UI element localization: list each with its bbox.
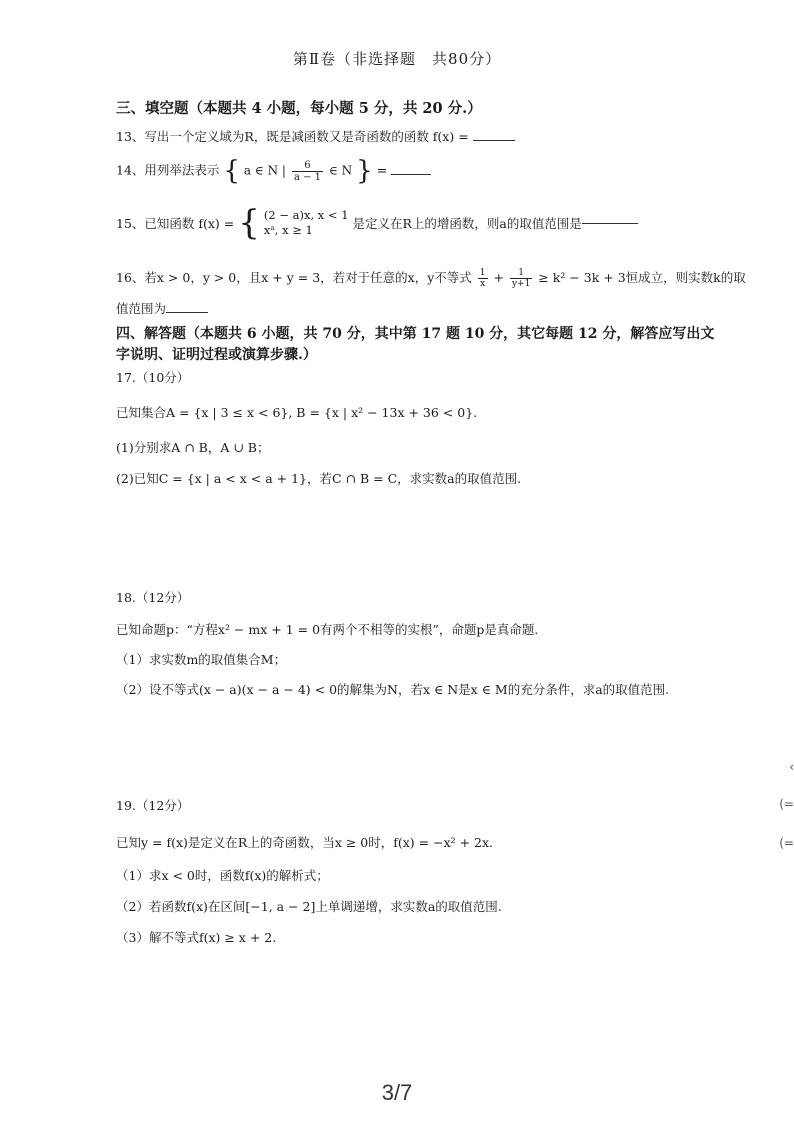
- q19-part2: （2）若函数f(x)在区间[−1, a − 2]上单调递增，求实数a的取值范围.: [116, 899, 502, 914]
- q16-line2: 值范围为: [116, 301, 167, 316]
- q16-frac2-num: 1: [510, 268, 532, 279]
- q14-frac-num: 6: [292, 160, 323, 172]
- q15-case2: xᵃ, x ≥ 1: [263, 223, 313, 237]
- q14-frac-den: a − 1: [293, 171, 321, 183]
- q14-set-left: a ∈ N |: [243, 163, 286, 178]
- q16-plus: +: [493, 270, 504, 285]
- q14-prefix: 14、用列举法表示: [116, 162, 220, 178]
- q18-stem: 已知命题p：“方程x² − mx + 1 = 0有两个不相等的实根”，命题p是真命题.: [116, 622, 539, 637]
- section3-heading: 三、填空题（本题共 4 小题，每小题 5 分，共 20 分.）: [116, 100, 482, 117]
- q15-case1: (2 − a)x, x < 1: [263, 208, 349, 222]
- q17-stem: 已知集合A = {x | 3 ≤ x < 6}, B = {x | x² − 13x + 36 < 0}.: [116, 405, 478, 420]
- q18-part1: （1）求实数m的取值集合M；: [116, 652, 287, 667]
- q19-part1: （1）求x < 0时，函数f(x)的解析式；: [116, 868, 329, 883]
- q15-suffix: 是定义在R上的增函数，则a的取值范围是: [352, 216, 582, 231]
- q14-set-right: ∈ N: [328, 163, 353, 178]
- q16-fraction-2: [510, 268, 532, 289]
- q16-prefix: 16、若x > 0，y > 0，且x + y = 3，若对于任意的x，y不等式: [116, 270, 472, 285]
- q15-prefix: 15、已知函数 f(x) =: [116, 216, 235, 231]
- section4-heading-line2: 字说明、证明过程或演算步骤.）: [116, 347, 317, 363]
- left-brace: {: [223, 156, 240, 186]
- q19-stem: 已知y = f(x)是定义在R上的奇函数，当x ≥ 0时，f(x) = −x² + 2x.: [116, 835, 494, 850]
- q19-part3: （3）解不等式f(x) ≥ x + 2.: [116, 930, 277, 945]
- q15-blank: [582, 223, 638, 224]
- q16-fraction-1: [478, 268, 488, 289]
- section-title: 第Ⅱ卷（非选择题 共80分）: [292, 50, 502, 68]
- question-16-line1: [116, 268, 746, 289]
- q19-head: 19.（12分）: [116, 798, 190, 813]
- question-14: [116, 158, 431, 184]
- edge-mark-2: (=: [779, 797, 794, 811]
- section4-heading-line1: 四、解答题（本题共 6 小题，共 70 分，其中第 17 题 10 分，其它每题 12 分，解答应写出文: [116, 326, 715, 342]
- q16-frac1-den: x: [480, 279, 486, 289]
- q18-head: 18.（12分）: [116, 590, 190, 605]
- q14-suffix: =: [376, 162, 392, 178]
- q16-blank: [166, 312, 208, 313]
- edge-mark-3: (=: [779, 836, 794, 850]
- q13-text: 13、写出一个定义域为R，既是减函数又是奇函数的函数 f(x) =: [116, 129, 473, 144]
- q16-frac1-num: 1: [479, 268, 486, 278]
- q18-part2: （2）设不等式(x − a)(x − a − 4) < 0的解集为N，若x ∈ N是x ∈ M的充分条件，求a的取值范围.: [116, 682, 670, 697]
- edge-mark-1: ‹: [789, 760, 794, 774]
- q13-blank: [473, 140, 515, 141]
- q14-fraction: [292, 160, 323, 183]
- piecewise-cases: [264, 208, 349, 238]
- piecewise-brace: {: [238, 203, 260, 243]
- q17-part2: (2)已知C = {x | a < x < a + 1}，若C ∩ B = C，求实数a的取值范围.: [116, 471, 522, 486]
- page-number: 3/7: [381, 1080, 413, 1105]
- question-13: [116, 127, 515, 145]
- right-brace: }: [356, 156, 373, 186]
- q17-head: 17.（10分）: [116, 370, 190, 385]
- q16-frac2-den: y+1: [511, 279, 531, 289]
- question-15: [116, 203, 638, 243]
- q16-suffix: ≥ k² − 3k + 3恒成立，则实数k的取: [538, 270, 746, 285]
- q14-blank: [391, 174, 431, 175]
- q17-part1: (1)分别求A ∩ B，A ∪ B；: [116, 440, 270, 455]
- question-16-line2: [116, 299, 208, 317]
